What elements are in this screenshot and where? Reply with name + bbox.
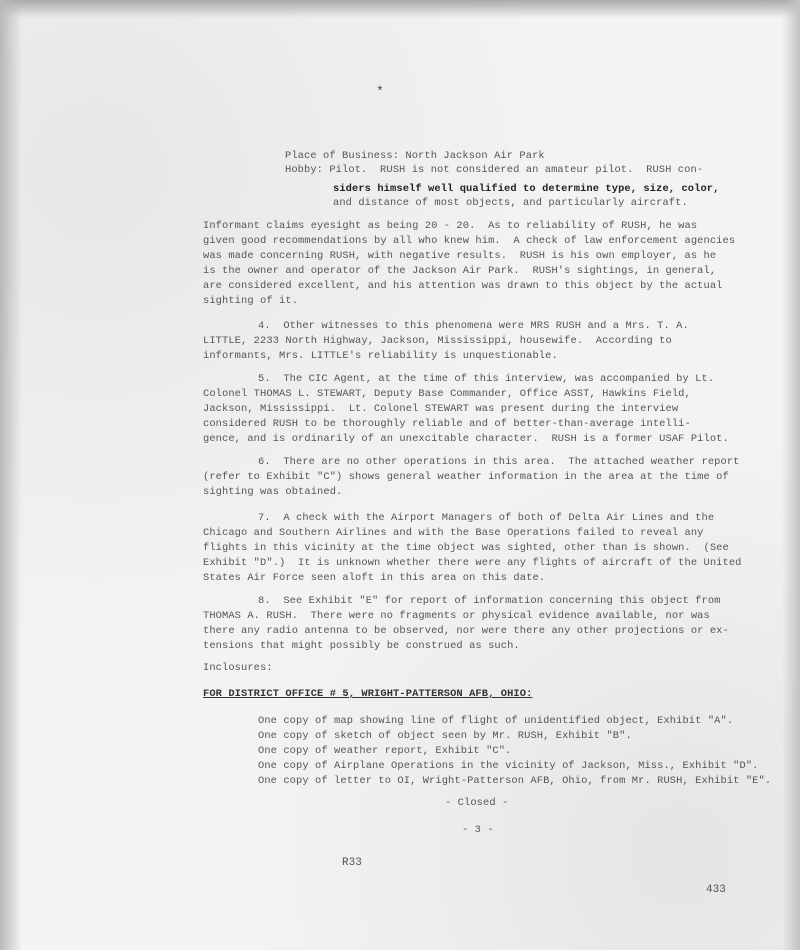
hobby-line: Hobby: Pilot. RUSH is not considered an amateur pilot. RUSH con- <box>285 164 704 176</box>
para-6-line-2: (refer to Exhibit "C") shows general weather information in the area at the time of <box>203 471 729 483</box>
para-4-line-2: LITTLE, 2233 North Highway, Jackson, Mississippi, housewife. According to <box>203 335 672 347</box>
para-8-line-4: tensions that might possibly be construed as such. <box>203 640 520 652</box>
para-7-line-2: Chicago and Southern Airlines and with the Base Operations failed to reveal any <box>203 527 704 539</box>
closed-marker: - Closed - <box>445 797 509 809</box>
enclosure-item: One copy of sketch of object seen by Mr. RUSH, Exhibit "B". <box>258 730 632 742</box>
para-5-line-4: considered RUSH to be thoroughly reliable and of better-than-average intelli- <box>203 418 691 430</box>
para-5-line-3: Jackson, Mississippi. Lt. Colonel STEWART was present during the interview <box>203 403 679 415</box>
inclosures-label: Inclosures: <box>203 662 273 674</box>
scan-edge-right <box>782 0 800 950</box>
footer-mark-center: R33 <box>342 857 362 869</box>
enclosure-item: One copy of letter to OI, Wright-Patterson AFB, Ohio, from Mr. RUSH, Exhibit "E". <box>258 775 772 787</box>
place-of-business: Place of Business: North Jackson Air Park <box>285 150 545 162</box>
footer-mark-right: 433 <box>706 884 726 896</box>
para-8-line-2: THOMAS A. RUSH. There were no fragments or physical evidence available, nor was <box>203 610 710 622</box>
scan-edge-left <box>0 0 22 950</box>
para-6-line-1: 6. There are no other operations in this area. The attached weather report <box>258 456 740 468</box>
reliability-line-4: is the owner and operator of the Jackson Air Park. RUSH's sightings, in general, <box>203 265 717 277</box>
para-7-line-3: flights in this vicinity at the time object was sighted, other than is shown. (See <box>203 542 729 554</box>
page-number: - 3 - <box>462 824 494 836</box>
hobby-line-3: and distance of most objects, and particularly aircraft. <box>333 197 688 209</box>
reliability-line-1: Informant claims eyesight as being 20 - 20. As to reliability of RUSH, he was <box>203 220 698 232</box>
para-8-line-1: 8. See Exhibit "E" for report of information concerning this object from <box>258 595 721 607</box>
reliability-line-2: given good recommendations by all who knew him. A check of law enforcement agencies <box>203 235 736 247</box>
para-5-line-1: 5. The CIC Agent, at the time of this interview, was accompanied by Lt. <box>258 373 715 385</box>
para-7-line-1: 7. A check with the Airport Managers of both of Delta Air Lines and the <box>258 512 715 524</box>
enclosure-item: One copy of map showing line of flight of unidentified object, Exhibit "A". <box>258 715 734 727</box>
enclosure-item: One copy of Airplane Operations in the vicinity of Jackson, Miss., Exhibit "D". <box>258 760 759 772</box>
para-4-line-1: 4. Other witnesses to this phenomena were MRS RUSH and a Mrs. T. A. <box>258 320 689 332</box>
para-8-line-3: there any radio antenna to be observed, nor were there any other projections or ex- <box>203 625 729 637</box>
hobby-line-2: siders himself well qualified to determine type, size, color, <box>333 183 720 195</box>
scan-edge-top <box>0 0 800 18</box>
header-mark: * <box>376 84 384 99</box>
reliability-line-5: are considered excellent, and his attention was drawn to this object by the actual <box>203 280 723 292</box>
para-6-line-3: sighting was obtained. <box>203 486 343 498</box>
enclosure-item: One copy of weather report, Exhibit "C". <box>258 745 512 757</box>
para-4-line-3: informants, Mrs. LITTLE's reliability is unquestionable. <box>203 350 558 362</box>
reliability-line-6: sighting of it. <box>203 295 299 307</box>
para-7-line-4: Exhibit "D".) It is unknown whether there were any flights of aircraft of the United <box>203 557 742 569</box>
reliability-line-3: was made concerning RUSH, with negative results. RUSH is his own employer, as he <box>203 250 717 262</box>
para-7-line-5: States Air Force seen aloft in this area on this date. <box>203 572 546 584</box>
distribution-heading: FOR DISTRICT OFFICE # 5, WRIGHT-PATTERSON AFB, OHIO: <box>203 688 533 700</box>
para-5-line-5: gence, and is ordinarily of an unexcitable character. RUSH is a former USAF Pilot. <box>203 433 729 445</box>
para-5-line-2: Colonel THOMAS L. STEWART, Deputy Base Commander, Office ASST, Hawkins Field, <box>203 388 691 400</box>
